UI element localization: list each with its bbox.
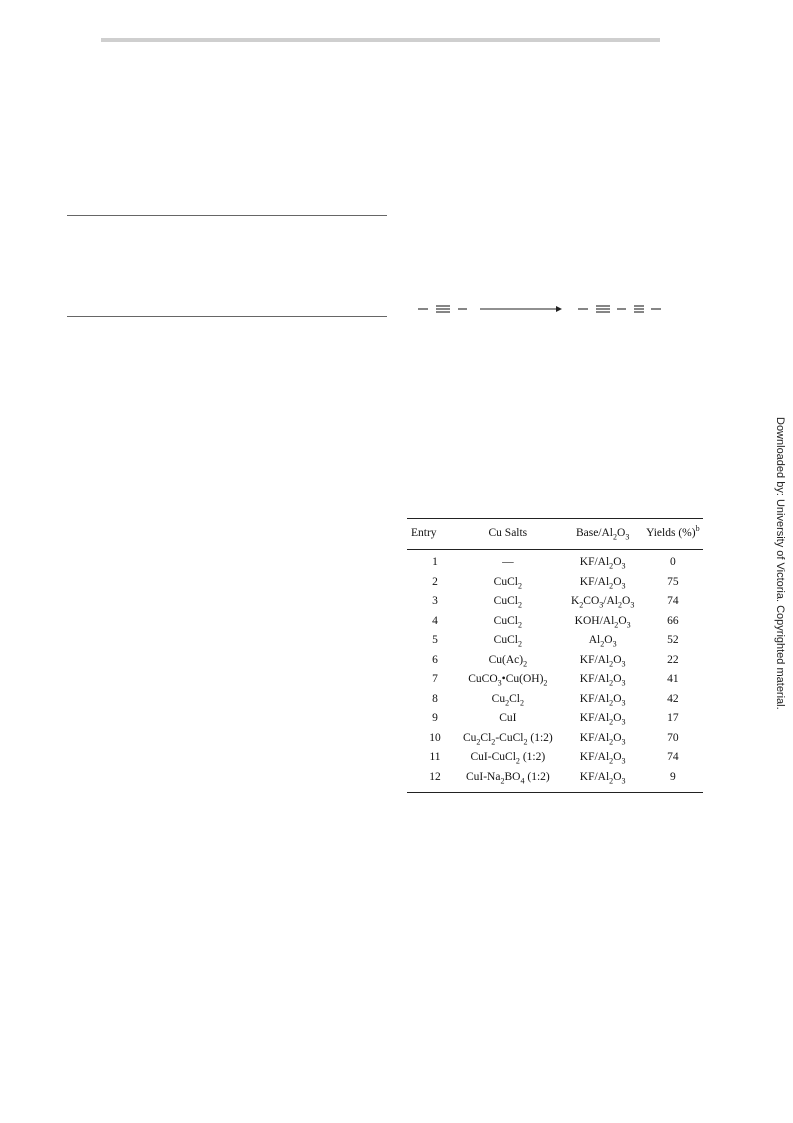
arrow-head-icon [556,306,562,312]
cell-cu-salt: CuCl$_2$ [493,595,522,610]
table-row [407,651,703,671]
header-band [101,38,660,42]
table-header-row [407,519,703,550]
cell-cu-salt: CuI-$Na_2BO_4$ (1:2) [465,770,550,785]
cell-yield: 22 [667,653,679,666]
cell-cu-salt: $Cu_2Cl_2-CuCl_2$ (1:2) [462,731,553,746]
cell-yield: 66 [667,614,679,627]
header-base: Base/$Al_2O_3$ [575,527,630,542]
cell-base: $KF/Al_2O_3$ [579,692,626,707]
download-notice-text: Downloaded by: University of Victoria. Copyrighted material. [774,417,786,710]
cell-cu-salt: CuCl$_2$ [493,614,522,629]
scheme-bottom-rule [67,316,387,317]
cell-cu-salt: CuI [499,712,517,724]
table-row [407,729,703,749]
cell-yield: 70 [667,731,679,744]
cell-cu-salt: CuI-CuCl$_2$ (1:2) [470,751,546,766]
cell-entry: 7 [432,673,438,685]
cell-cu-salt: $Cu_2Cl_2$ [491,692,525,707]
header-yields-footnote: b [695,524,700,534]
table-row [407,670,703,690]
yields-table-grid [407,518,703,793]
table-body [407,550,703,793]
cell-yield: 75 [667,575,679,588]
yields-table [407,518,703,793]
reaction-scheme-drawing [416,300,666,318]
cell-cu-salt: CuCl$_2$ [493,634,522,649]
cell-yield: 9 [669,770,676,783]
table-row [407,748,703,768]
cell-yield: 74 [667,595,679,607]
cell-cu-salt: CuCl$_2$ [493,575,522,590]
cell-cu-salt: $Cu(Ac)_2$ [488,653,528,668]
table-row [407,612,703,632]
cell-base: $KF/Al_2O_3$ [579,575,626,590]
table-row [407,690,703,710]
cell-entry: 9 [432,712,438,724]
table-row [407,592,703,612]
table-row [407,709,703,729]
cell-base: $KF/Al_2O_3$ [579,653,626,668]
cell-entry: 3 [432,595,438,607]
cell-yield: 0 [669,556,676,568]
cell-base: $KF/Al_2O_3$ [579,751,626,766]
cell-entry: 12 [429,770,441,783]
cell-entry: 10 [429,731,441,744]
header-cu-salts: Cu Salts [488,527,528,540]
cell-yield: 17 [667,712,679,724]
header-yields [643,519,703,550]
cell-base: $KF/Al_2O_3$ [579,673,626,688]
table-row [407,768,703,793]
reaction-scheme [416,300,666,318]
cell-entry: 8 [432,692,438,705]
cell-cu-salt: — [502,556,514,568]
table-row [407,550,703,573]
cell-cu-salt: $CuCO_3•Cu(OH)_2$ [468,673,548,688]
cell-yield: 42 [667,692,679,705]
cell-base: $KF/Al_2O_3$ [579,712,626,727]
cell-entry: 4 [432,614,438,627]
cell-base: $KF/Al_2O_3$ [579,556,626,571]
table-row [407,573,703,593]
cell-base: $KF/Al_2O_3$ [579,731,626,746]
cell-entry: 11 [429,751,441,763]
table-row [407,631,703,651]
header-entry: Entry [411,527,437,540]
cell-entry: 5 [432,634,438,646]
cell-entry: 6 [432,653,438,666]
cell-base: $K_2CO_3/Al_2O_3$ [570,595,635,610]
cell-yield: 41 [667,673,679,685]
cell-yield: 74 [667,751,679,763]
cell-entry: 1 [432,556,438,568]
cell-base: $KF/Al_2O_3$ [579,770,626,785]
cell-base: $Al_2O_3$ [588,634,617,649]
cell-yield: 52 [667,634,679,646]
header-yields-label: Yields (%) [646,527,696,540]
cell-entry: 2 [432,575,438,588]
scheme-top-rule [67,215,387,216]
cell-base: KOH/$Al_2O_3$ [574,614,631,629]
